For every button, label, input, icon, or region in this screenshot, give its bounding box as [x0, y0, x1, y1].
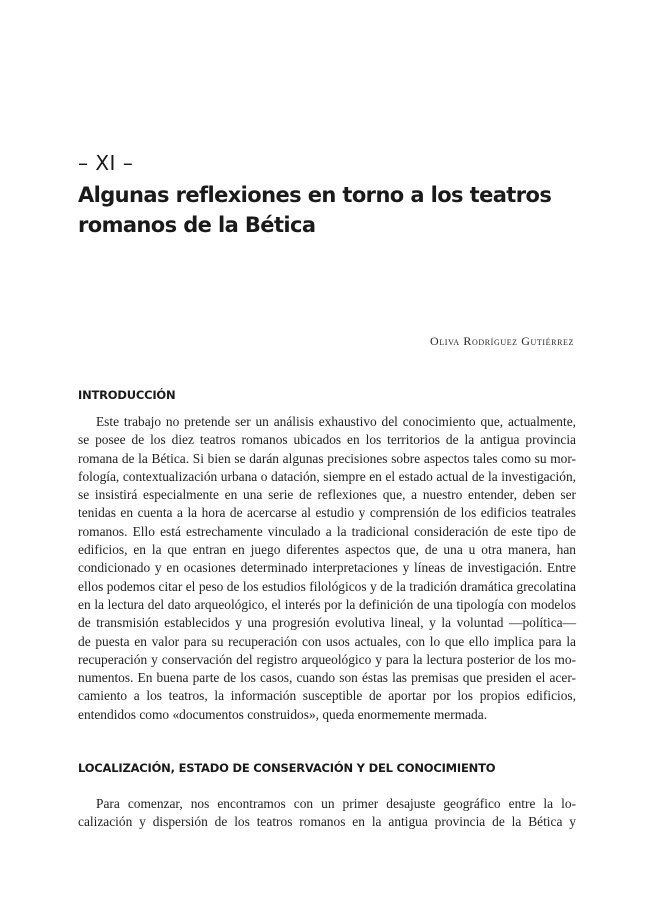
paragraph-line: de transmisión establecidos y una progresión evolutiva lineal, y la voluntad —política—	[78, 615, 576, 631]
paragraph-line: calización y dispersión de los teatros romanos en la antigua provincia de la Bética y	[78, 814, 576, 830]
chapter-title-line: Algunas reflexiones en torno a los teatros	[78, 183, 552, 207]
chapter-number: – XI –	[78, 151, 134, 175]
paragraph-introduccion	[78, 413, 576, 724]
author-name: Oliva Rodríguez Gutiérrez	[430, 334, 574, 348]
section-heading-introduccion: INTRODUCCIÓN	[78, 388, 176, 402]
paragraph-line: de puesta en valor para su recuperación con usos actuales, con lo que ello implica para la	[78, 633, 576, 649]
paragraph-line: entendidos como «documentos construidos», queda enormemente mermada.	[78, 706, 488, 722]
paragraph-line: tenidas en cuenta a la hora de acercarse al estudio y comprensión de los edificios teatrales	[78, 505, 576, 521]
paragraph-line: Este trabajo no pretende ser un análisis exhaustivo del conocimiento que, actualmente,	[96, 414, 576, 429]
paragraph-line: Para comenzar, nos encontramos con un primer desajuste geográfico entre la lo-	[96, 796, 576, 811]
chapter-title-line: romanos de la Bética	[78, 213, 316, 237]
paragraph-localizacion	[78, 795, 576, 832]
paragraph-line: se posee de los diez teatros romanos ubicados en los territorios de la antigua provincia	[78, 432, 576, 448]
paragraph-line: se insistirá especialmente en una serie de reflexiones que, a nuestro entender, deben ser	[78, 487, 576, 503]
paragraph-line: fología, contextualización urbana o datación, siempre en el estado actual de la investigación,	[78, 468, 576, 484]
paragraph-line: condicionado y en ocasiones determinado interpretaciones y líneas de investigación. Entre	[78, 560, 576, 576]
paragraph-line: edificios, en la que entran en juego diferentes aspectos que, de una u otra manera, han	[78, 542, 576, 558]
paragraph-line: romanos. Ello está estrechamente vinculado a la tradicional consideración de este tipo de	[78, 523, 576, 539]
chapter-title	[78, 180, 578, 240]
paragraph-line: en la lectura del dato arqueológico, el interés por la definición de una tipología con modelos	[78, 596, 576, 612]
section-heading-localizacion: LOCALIZACIÓN, ESTADO DE CONSERVACIÓN Y DEL CONOCIMIENTO	[78, 761, 496, 775]
paragraph-line: recuperación y conservación del registro arqueológico y para la lectura posterior de los mo-	[78, 651, 576, 667]
paragraph-line: numentos. En buena parte de los casos, cuando son éstas las premisas que presiden el acer-	[78, 670, 576, 686]
paragraph-line: camiento a los teatros, la información susceptible de aportar por los propios edificios,	[78, 688, 576, 704]
paragraph-line: ellos podemos citar el peso de los estudios filológicos y de la tradición dramática grecolatina	[78, 578, 576, 594]
paragraph-line: romana de la Bética. Si bien se darán algunas precisiones sobre aspectos tales como su mor-	[78, 450, 576, 466]
